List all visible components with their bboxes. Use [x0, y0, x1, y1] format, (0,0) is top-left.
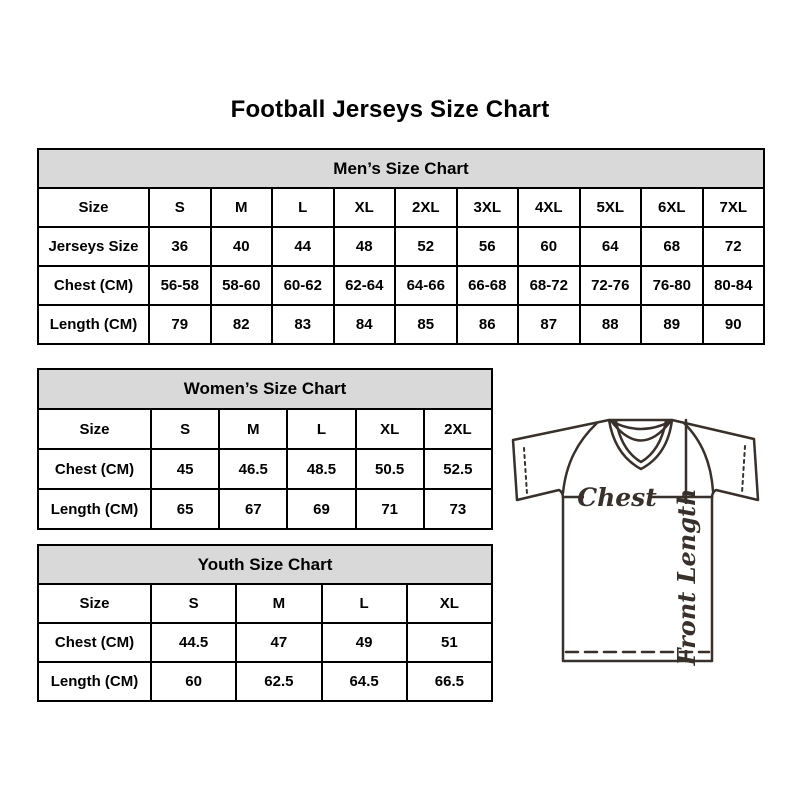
table-cell: 71 [356, 489, 424, 529]
table-cell: 69 [287, 489, 355, 529]
chest-label: Chest [577, 483, 657, 512]
table-cell: 66-68 [457, 266, 519, 305]
table-cell: 60 [518, 227, 580, 266]
table-cell: 60-62 [272, 266, 334, 305]
table-title: Youth Size Chart [38, 545, 492, 584]
table-cell: 48 [334, 227, 396, 266]
youth-size-table [37, 544, 493, 702]
column-header: 3XL [457, 188, 519, 227]
womens-size-table [37, 368, 493, 530]
table-cell: 50.5 [356, 449, 424, 489]
row-header: Length (CM) [38, 662, 151, 701]
table-cell: 88 [580, 305, 642, 344]
table-cell: 82 [211, 305, 273, 344]
column-header: L [322, 584, 407, 623]
mens-size-table [37, 148, 765, 345]
table-cell: 64.5 [322, 662, 407, 701]
table-row [38, 227, 764, 266]
table-cell: 52 [395, 227, 457, 266]
jersey-outline [513, 420, 758, 661]
table-cell: 65 [151, 489, 219, 529]
table-cell: 52.5 [424, 449, 492, 489]
column-header: XL [407, 584, 492, 623]
table-title: Men’s Size Chart [38, 149, 764, 188]
table-cell: 46.5 [219, 449, 287, 489]
table-cell: 87 [518, 305, 580, 344]
table-cell: 49 [322, 623, 407, 662]
row-header: Length (CM) [38, 489, 151, 529]
table-row [38, 449, 492, 489]
column-header: 2XL [395, 188, 457, 227]
table-cell: 83 [272, 305, 334, 344]
column-header: 2XL [424, 409, 492, 449]
row-header: Length (CM) [38, 305, 149, 344]
table-row [38, 305, 764, 344]
table-cell: 64 [580, 227, 642, 266]
column-header: XL [356, 409, 424, 449]
table-cell: 40 [211, 227, 273, 266]
table-cell: 66.5 [407, 662, 492, 701]
table-cell: 48.5 [287, 449, 355, 489]
column-header: M [211, 188, 273, 227]
table-cell: 64-66 [395, 266, 457, 305]
table-row [38, 623, 492, 662]
column-header: M [236, 584, 321, 623]
column-header: L [287, 409, 355, 449]
corner-header: Size [38, 584, 151, 623]
table-cell: 90 [703, 305, 765, 344]
row-header: Chest (CM) [38, 449, 151, 489]
table-cell: 44.5 [151, 623, 236, 662]
row-header: Chest (CM) [38, 623, 151, 662]
table-cell: 73 [424, 489, 492, 529]
table-cell: 72 [703, 227, 765, 266]
column-header: 6XL [641, 188, 703, 227]
table-cell: 36 [149, 227, 211, 266]
table-cell: 58-60 [211, 266, 273, 305]
column-header: M [219, 409, 287, 449]
table-cell: 68-72 [518, 266, 580, 305]
column-header-row [38, 584, 492, 623]
table-row [38, 266, 764, 305]
column-header: 4XL [518, 188, 580, 227]
table-cell: 44 [272, 227, 334, 266]
row-header: Chest (CM) [38, 266, 149, 305]
table-cell: 85 [395, 305, 457, 344]
column-header: S [149, 188, 211, 227]
column-header: S [151, 409, 219, 449]
table-cell: 84 [334, 305, 396, 344]
column-header-row [38, 188, 764, 227]
table-cell: 56 [457, 227, 519, 266]
column-header-row [38, 409, 492, 449]
column-header: L [272, 188, 334, 227]
front-length-label: Front Length [672, 488, 701, 666]
table-cell: 60 [151, 662, 236, 701]
table-cell: 67 [219, 489, 287, 529]
table-cell: 45 [151, 449, 219, 489]
table-cell: 62.5 [236, 662, 321, 701]
column-header: 5XL [580, 188, 642, 227]
table-cell: 51 [407, 623, 492, 662]
table-cell: 80-84 [703, 266, 765, 305]
table-cell: 56-58 [149, 266, 211, 305]
row-header: Jerseys Size [38, 227, 149, 266]
table-cell: 72-76 [580, 266, 642, 305]
page-title: Football Jerseys Size Chart [230, 96, 550, 123]
table-row [38, 489, 492, 529]
table-cell: 68 [641, 227, 703, 266]
column-header: 7XL [703, 188, 765, 227]
corner-header: Size [38, 188, 149, 227]
column-header: S [151, 584, 236, 623]
table-cell: 47 [236, 623, 321, 662]
table-cell: 86 [457, 305, 519, 344]
table-title-row [38, 149, 764, 188]
table-cell: 62-64 [334, 266, 396, 305]
table-cell: 76-80 [641, 266, 703, 305]
table-row [38, 662, 492, 701]
jersey-icon [505, 403, 775, 673]
table-title-row [38, 369, 492, 409]
corner-header: Size [38, 409, 151, 449]
column-header: XL [334, 188, 396, 227]
table-cell: 89 [641, 305, 703, 344]
table-title: Women’s Size Chart [38, 369, 492, 409]
table-title-row [38, 545, 492, 584]
table-cell: 79 [149, 305, 211, 344]
jersey-measurement-diagram [505, 403, 775, 673]
